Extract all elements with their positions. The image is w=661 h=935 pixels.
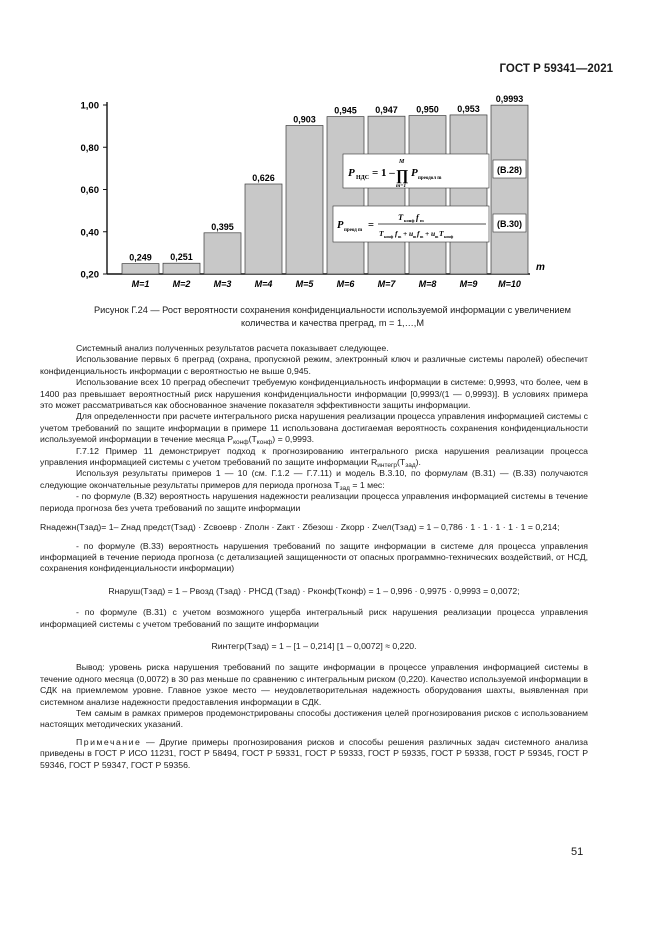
paragraph: Вывод: уровень риска нарушения требований по защите информации в процессе управления информацией системы в течение одного месяца (0,0072) в 30 раз меньше по сравнению с интегральным риском (0,220). Качество используемой информации в СДК на приемлемом уровне. Главное узкое место — неудовлетворительная надежность оборудования шахты, выявленная при системном анализе надежности предоставления информации в СДК.: [40, 662, 588, 707]
svg-text:P: P: [348, 167, 355, 179]
svg-text:НДС: НДС: [356, 175, 370, 181]
svg-text:m: m: [435, 234, 439, 239]
bar: [450, 115, 487, 274]
svg-text:m=1: m=1: [396, 183, 407, 189]
bar: [327, 117, 364, 274]
bar: [163, 263, 200, 274]
bar-value-label: 0,249: [129, 252, 152, 263]
document-code: ГОСТ Р 59341—2021: [499, 63, 613, 75]
y-tick-label: 0,60: [80, 185, 99, 196]
paragraph: Используя результаты примеров 1 — 10 (см. Г.1.2 — Г.7.11) и модель В.3.10, по формулам (В.31) — (В.33) получаются следующие окончательные результаты примеров для периода прогноза $T_{зад} = 1$ мес:: [40, 468, 588, 492]
svg-text:u: u: [409, 229, 414, 238]
svg-text:преод m: преод m: [344, 228, 363, 233]
svg-text:= 1 –: = 1 –: [372, 167, 395, 179]
paragraph: Системный анализ полученных результатов расчета показывает следующее.: [76, 343, 389, 353]
note: Примечание — Другие примеры прогнозирования рисков и способы решения различных задач системного анализа приведены в ГОСТ Р ИСО 11231, ГОСТ Р 58494, ГОСТ Р 59331, ГОСТ Р 59333, ГОСТ Р 59335, ГОСТ Р 59338, ГОСТ Р 59345, ГОСТ Р 59346, ГОСТ Р 59347, ГОСТ Р 59356.: [40, 736, 588, 770]
bar-value-label: 0,903: [293, 114, 316, 125]
svg-text:T: T: [379, 229, 384, 238]
svg-text:=: =: [368, 220, 374, 231]
svg-text:преодол m: преодол m: [418, 176, 442, 181]
svg-text:+: +: [403, 229, 408, 238]
formula-v30: [333, 206, 489, 242]
svg-text:+: +: [425, 229, 430, 238]
bar-value-label: 0,9993: [495, 94, 524, 105]
x-tick-label: M=7: [377, 279, 396, 289]
body-text: [40, 343, 588, 771]
svg-text:конф: конф: [384, 234, 394, 239]
page-number: 51: [571, 846, 584, 858]
x-tick-label: M=5: [295, 279, 314, 289]
x-tick-label: M=4: [254, 279, 273, 289]
bar-value-label: 0,251: [170, 252, 193, 263]
x-tick-label: M=6: [336, 279, 355, 289]
bar-value-label: 0,945: [334, 105, 357, 116]
x-tick-label: M=2: [172, 279, 191, 289]
svg-text:m: m: [420, 234, 424, 239]
y-tick-label: 0,40: [80, 227, 99, 239]
svg-text:P: P: [411, 167, 418, 179]
formula-r-nadezhn: Rнадежн(Tзад)= 1– Zнад предст(Tзад) · Zсвоевр · Zполн · Zакт · Zбезош · Zкорр · Zчел(Tзад) = 1 – 0,786 · 1 · 1 · 1 · 1 · 1 = 0,214;: [40, 522, 560, 533]
bar-value-label: 0,950: [416, 104, 439, 115]
svg-text:f: f: [395, 229, 398, 238]
y-tick-label: 0,20: [80, 269, 99, 281]
bar-value-label: 0,947: [375, 105, 398, 116]
y-tick-label: 0,80: [80, 142, 99, 154]
bar: [122, 264, 159, 274]
svg-text:u: u: [431, 229, 436, 238]
svg-text:T: T: [439, 229, 444, 238]
x-tick-label: M=8: [418, 279, 437, 289]
svg-text:m: m: [413, 234, 417, 239]
svg-text:M: M: [399, 159, 405, 165]
bar: [204, 233, 241, 274]
note-label: Примечание: [76, 736, 142, 747]
svg-text:конф: конф: [444, 234, 454, 239]
bar: [368, 116, 408, 274]
formula-tag-v28: (В.28): [497, 165, 523, 175]
formula-tag-v30: (В.30): [497, 219, 523, 229]
x-tick-label: M=10: [498, 279, 521, 289]
svg-text:f: f: [416, 212, 419, 222]
caption-line-1: Рисунок Г.24 — Рост вероятности сохранения конфиденциальности используемой информации с увеличением: [94, 305, 571, 315]
svg-text:конф: конф: [404, 218, 415, 223]
paragraph: Использование всех 10 преград обеспечит требуемую конфиденциальность информации в системе: 0,9993, что более, чем в 1400 раз превышает вероятностный риск нарушения конфиденциальности информации [0,9993/(1 — 0,9993)]. В условиях примера это может рассматриваться как обоснованное значение показателя эффективности защиты информации.: [40, 377, 588, 411]
svg-text:m: m: [420, 218, 424, 223]
paragraph: Для определенности при расчете интегрального риска нарушения реализации процесса управления информацией системы с учетом требований по защите информации в примере 11 использована достигаемая вероятность сохранения конфиденциальности используемой информации в течение месяца $P_{конф}(T_{конф}) = 0,9993$.: [40, 411, 588, 447]
paragraph: - по формуле (В.32) вероятность нарушения надежности реализации процесса управления информацией системы в течение периода прогноза без учета требований по защите информации: [40, 491, 588, 513]
bar: [286, 125, 323, 274]
paragraph: Использование первых 6 преград (охрана, пропускной режим, электронный ключ и различные системы паролей) обеспечит конфиденциальность информации с вероятностью не выше 0,945.: [40, 354, 588, 376]
paragraph: - по формуле (В.33) вероятность нарушения требований по защите информации в системе для процесса управления информацией в течение периода прогноза (с детализацией защищенности от опасных программно-технических воздействий, от НСД, сохранения конфиденциальности информации): [40, 540, 588, 574]
axis-letter-m: m: [536, 262, 545, 273]
svg-text:m: m: [398, 234, 402, 239]
bar-value-label: 0,953: [457, 103, 480, 114]
formula-v28: [343, 154, 489, 189]
x-tick-label: M=1: [131, 279, 150, 289]
y-tick-label: 1,00: [80, 100, 99, 112]
paragraph: - по формуле (В.31) с учетом возможного ущерба интегральный риск нарушения реализации процесса управления информацией системы с учетом требований по защите информации: [40, 607, 588, 629]
x-tick-label: M=3: [213, 279, 232, 289]
svg-text:T: T: [398, 212, 404, 222]
bar: [409, 116, 446, 274]
svg-text:P: P: [337, 220, 344, 231]
bar: [491, 105, 528, 274]
paragraph: Г.7.12 Пример 11 демонстрирует подход к прогнозированию интегрального риска нарушения реализации процесса управления информацией системы с учетом требований по защите информации $R_{интегр}(T_{зад})$.: [40, 445, 588, 470]
formula-r-integr: Rинтегр(Tзад) = 1 – [1 – 0,214] [1 – 0,0072] ≈ 0,220.: [211, 640, 417, 651]
bar: [245, 184, 282, 274]
bar-value-label: 0,626: [252, 173, 275, 184]
svg-text:∏: ∏: [396, 168, 409, 184]
paragraph: Тем самым в рамках примеров продемонстрированы способы достижения целей прогнозирования рисков с использованием настоящих методических указаний.: [40, 707, 588, 730]
x-tick-label: M=9: [459, 279, 478, 289]
bar-value-label: 0,395: [211, 221, 234, 232]
svg-text:f: f: [417, 229, 420, 238]
formula-r-narush: Rнаруш(Tзад) = 1 – Pвозд (Tзад) · PНСД (Tзад) · Pконф(Tконф) = 1 – 0,996 · 0,9975 · 0,9993 = 0,0072;: [108, 585, 520, 596]
caption-line-2: количества и качества преград, m = 1,…,M: [240, 317, 425, 328]
figure-caption: [40, 304, 625, 329]
probability-bar-chart: [0, 88, 661, 303]
